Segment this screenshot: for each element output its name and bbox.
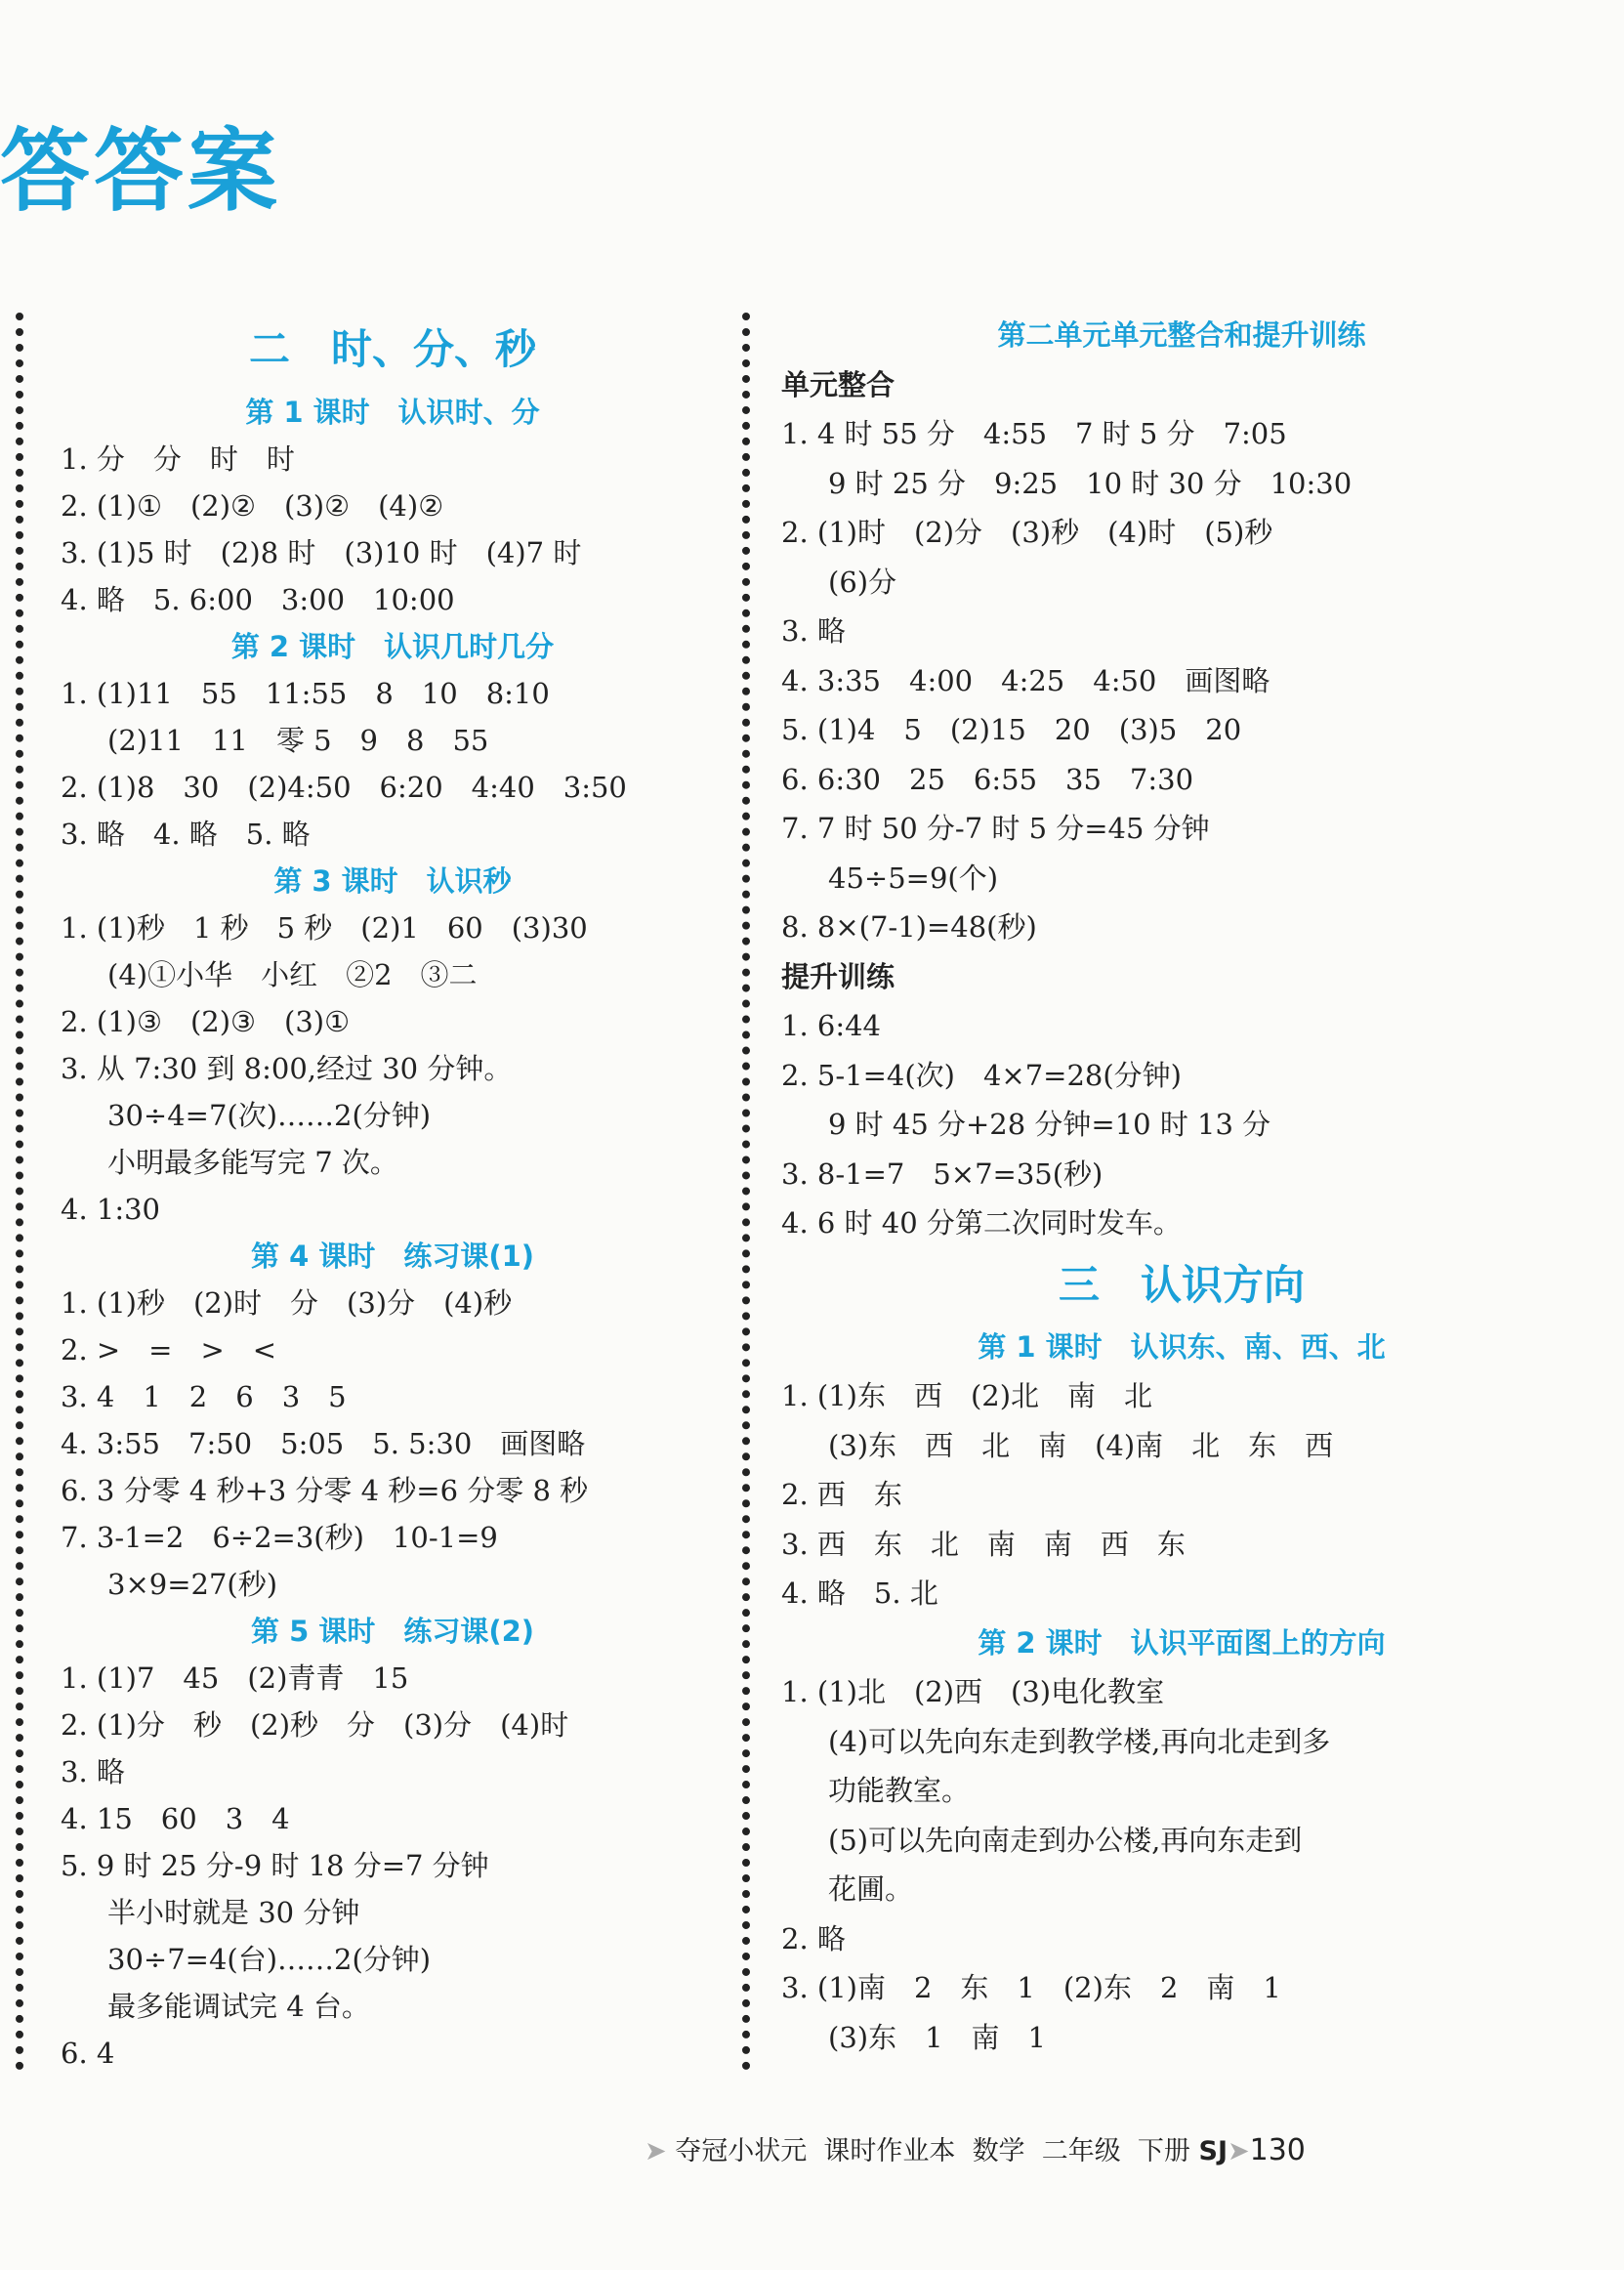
answer-line: 2. (1)③ (2)③ (3)① <box>61 1005 351 1038</box>
answer-column-left <box>61 311 725 2077</box>
answer-line: 1. (1)北 (2)西 (3)电化教室 <box>781 1675 1165 1708</box>
answer-line: 2. > = > < <box>61 1333 277 1366</box>
answer-line-continued: 30÷4=7(次)……2(分钟) <box>107 1099 432 1132</box>
answer-line: 3. 8-1=7 5×7=35(秒) <box>781 1156 1103 1191</box>
lesson-heading: 第 2 课时 认识平面图上的方向 <box>978 1625 1386 1660</box>
answer-line: 4. 略 5. 6:00 3:00 10:00 <box>61 583 455 616</box>
answer-line-continued: 9 时 25 分 9:25 10 时 30 分 10:30 <box>828 466 1353 500</box>
lesson-heading: 第 3 课时 认识秒 <box>273 864 512 898</box>
answer-line-continued: (4)可以先向东走到教学楼,再向北走到多 <box>828 1724 1331 1758</box>
answer-line: 5. (1)4 5 (2)15 20 (3)5 20 <box>781 713 1242 746</box>
answer-line: 3. 西 东 北 南 南 西 东 <box>781 1527 1186 1561</box>
answer-line: 3. (1)南 2 东 1 (2)东 2 南 1 <box>781 1971 1281 2004</box>
footer-grade: 二年级 <box>1041 2136 1121 2166</box>
lesson-heading: 第 1 课时 认识东、南、西、北 <box>978 1329 1386 1364</box>
answer-line: 7. 3-1=2 6÷2=3(秒) 10-1=9 <box>61 1521 498 1554</box>
answer-line: 8. 8×(7-1)=48(秒) <box>781 910 1037 944</box>
header-banner: 答答案 <box>0 119 282 224</box>
answer-line: 1. 4 时 55 分 4:55 7 时 5 分 7:05 <box>781 417 1287 450</box>
answer-line-continued: 45÷5=9(个) <box>828 861 999 895</box>
answer-line: 4. 3:55 7:50 5:05 5. 5:30 画图略 <box>61 1427 586 1460</box>
answer-column-right <box>781 311 1582 2062</box>
answer-line: 2. (1)① (2)② (3)② (4)② <box>61 489 444 523</box>
answer-line-continued: (5)可以先向南走到办公楼,再向东走到 <box>828 1823 1303 1857</box>
subsection-heading: 提升训练 <box>781 959 895 993</box>
answer-line: 2. 5-1=4(次) 4×7=28(分钟) <box>781 1058 1182 1092</box>
answer-line: 5. 9 时 25 分-9 时 18 分=7 分钟 <box>61 1849 489 1882</box>
unit-heading: 二 时、分、秒 <box>248 325 536 373</box>
answer-line: 6. 6:30 25 6:55 35 7:30 <box>781 762 1194 796</box>
lesson-heading: 第 1 课时 认识时、分 <box>245 396 540 429</box>
answer-line: 3. 略 <box>781 614 846 648</box>
unit-heading: 三 认识方向 <box>1058 1260 1305 1309</box>
answer-line-continued: (4)①小华 小红 ②2 ③二 <box>107 958 478 991</box>
answer-line: 1. (1)东 西 (2)北 南 北 <box>781 1379 1153 1412</box>
answer-line-continued: 花圃。 <box>828 1872 914 1906</box>
lesson-heading: 第 2 课时 认识几时几分 <box>230 630 555 663</box>
answer-line: 1. 6:44 <box>781 1009 882 1042</box>
answer-line: 3. 略 <box>61 1755 125 1788</box>
answer-line: 2. (1)8 30 (2)4:50 6:20 4:40 3:50 <box>61 771 627 804</box>
answer-line: 4. 1:30 <box>61 1193 161 1226</box>
answer-line-continued: (2)11 11 零 5 9 8 55 <box>107 724 489 757</box>
dotted-divider-left <box>16 313 23 2071</box>
footer-volume: 下册 <box>1137 2136 1190 2166</box>
answer-line: 3. 从 7:30 到 8:00,经过 30 分钟。 <box>61 1052 513 1085</box>
dotted-divider-middle <box>742 313 750 2071</box>
answer-line: 3. 略 4. 略 5. 略 <box>61 818 311 851</box>
answer-line: 1. 分 分 时 时 <box>61 442 295 476</box>
subsection-heading: 单元整合 <box>781 367 895 401</box>
answer-line-continued: 小明最多能写完 7 次。 <box>107 1146 398 1179</box>
answer-line: 2. (1)分 秒 (2)秒 分 (3)分 (4)时 <box>61 1708 569 1742</box>
answer-line: 6. 3 分零 4 秒+3 分零 4 秒=6 分零 8 秒 <box>61 1474 589 1507</box>
answer-line: 4. 6 时 40 分第二次同时发车。 <box>781 1206 1182 1240</box>
answer-line-continued: (6)分 <box>828 565 897 599</box>
answer-line: 1. (1)7 45 (2)青青 15 <box>61 1661 409 1695</box>
answer-line: 1. (1)11 55 11:55 8 10 8:10 <box>61 677 550 710</box>
answer-line-continued: 3×9=27(秒) <box>107 1568 278 1601</box>
answer-line-continued: (3)东 1 南 1 <box>828 2020 1046 2054</box>
answer-line-continued: 半小时就是 30 分钟 <box>107 1896 360 1929</box>
footer-brand: 夺冠小状元 <box>675 2136 808 2166</box>
answer-line: 2. 西 东 <box>781 1478 902 1511</box>
lesson-heading: 第 5 课时 练习课(2) <box>250 1615 535 1648</box>
answer-line-continued: 最多能调试完 4 台。 <box>107 1990 370 2023</box>
footer-series: 课时作业本 <box>823 2136 956 2166</box>
page-footer <box>645 2129 1306 2167</box>
lesson-heading: 第二单元单元整合和提升训练 <box>997 318 1366 352</box>
footer-subject: 数学 <box>972 2136 1025 2166</box>
arrow-icon: ➤ <box>645 2136 667 2166</box>
answer-line: 4. 15 60 3 4 <box>61 1802 290 1835</box>
answer-line-continued: 30÷7=4(台)……2(分钟) <box>107 1943 432 1976</box>
answer-line-continued: 9 时 45 分+28 分钟=10 时 13 分 <box>828 1108 1271 1141</box>
answer-line-continued: (3)东 西 北 南 (4)南 北 东 西 <box>828 1428 1334 1462</box>
arrow-icon: ➤ <box>1228 2136 1250 2166</box>
answer-line: 6. 4 <box>61 2037 115 2070</box>
page-number: 130 <box>1249 2133 1306 2167</box>
answer-line: 2. 略 <box>781 1921 846 1955</box>
answer-line: 3. (1)5 时 (2)8 时 (3)10 时 (4)7 时 <box>61 536 582 569</box>
answer-line: 1. (1)秒 1 秒 5 秒 (2)1 60 (3)30 <box>61 911 588 945</box>
answer-line: 2. (1)时 (2)分 (3)秒 (4)时 (5)秒 <box>781 516 1273 549</box>
lesson-heading: 第 4 课时 练习课(1) <box>250 1240 535 1273</box>
answer-line: 3. 4 1 2 6 3 5 <box>61 1380 347 1413</box>
answer-line: 1. (1)秒 (2)时 分 (3)分 (4)秒 <box>61 1286 513 1320</box>
answer-line: 7. 7 时 50 分-7 时 5 分=45 分钟 <box>781 812 1210 845</box>
footer-edition: SJ <box>1198 2136 1228 2166</box>
answer-line: 4. 3:35 4:00 4:25 4:50 画图略 <box>781 663 1270 697</box>
answer-line: 4. 略 5. 北 <box>781 1576 938 1610</box>
answer-line-continued: 功能教室。 <box>828 1774 971 1807</box>
